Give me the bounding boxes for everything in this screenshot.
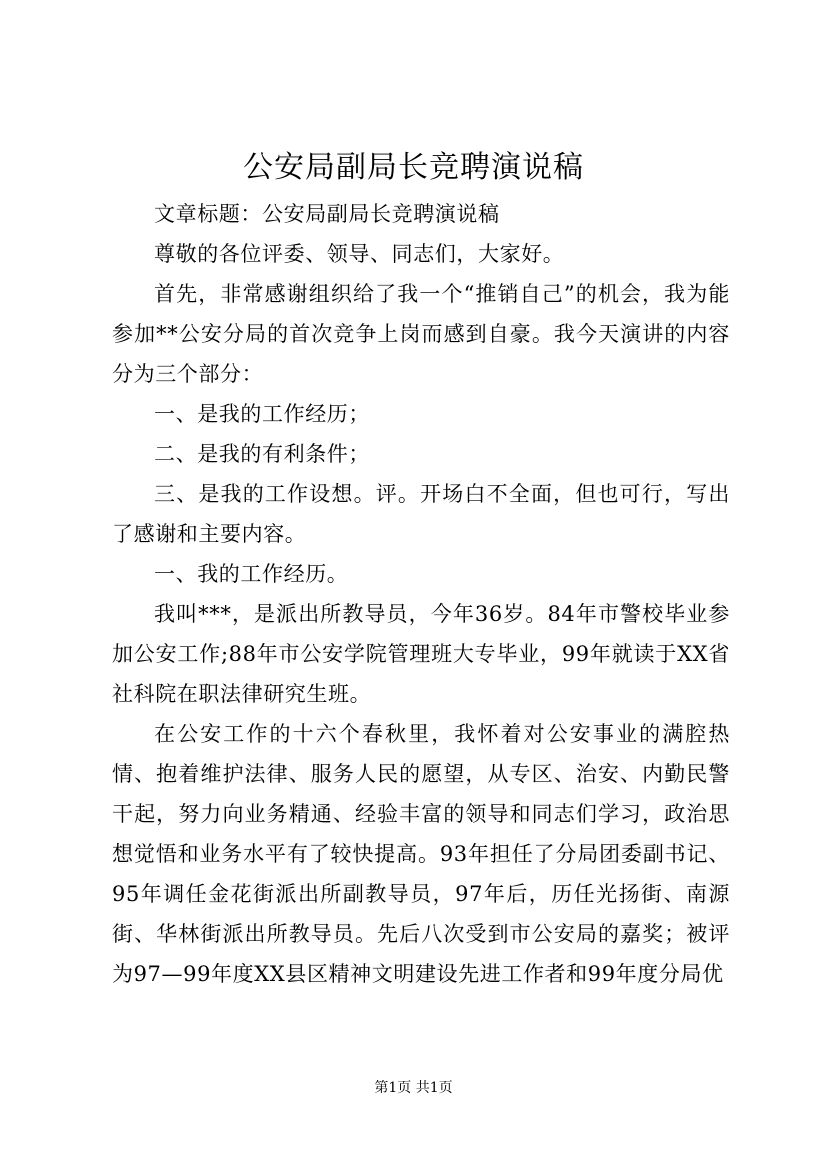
page-footer: 第1页 共1页 xyxy=(374,1080,453,1096)
section-heading-work-history: 一、我的工作经历。 xyxy=(154,562,349,586)
paragraph-opening: 首先，非常感谢组织给了我一个“推销自己”的机会，我为能参加**公安分局的首次竞争上岗而感到自豪。我今天演讲的内容分为三个部分： xyxy=(112,282,730,386)
document-title: 公安局副局长竞聘演说稿 xyxy=(243,150,584,185)
paragraph-greeting: 尊敬的各位评委、领导、同志们，大家好。 xyxy=(154,242,565,266)
paragraph-part-one: 一、是我的工作经历； xyxy=(154,402,370,426)
paragraph-introduction: 我叫***，是派出所教导员，今年36岁。84年市警校毕业参加公安工作;88年市公安学院管理班大专毕业，99年就读于XX省社科院在职法律研究生班。 xyxy=(112,602,730,706)
paragraph-part-three: 三、是我的工作设想。评。开场白不全面，但也可行，写出了感谢和主要内容。 xyxy=(112,482,730,546)
paragraph-career: 在公安工作的十六个春秋里，我怀着对公安事业的满腔热情、抱着维护法律、服务人民的愿望，从专区、治安、内勤民警干起，努力向业务精通、经验丰富的领导和同志们学习，政治思想觉悟和业务水平有了较快提高。93年担任了分局团委副书记、95年调任金花街派出所副教导员，97年后，历任光扬街、南源街、华林街派出所教导员。先后八次受到市公安局的嘉奖；被评为97—99年度XX县区精神文明建设先进工作者和99年度分局优 xyxy=(112,722,730,986)
paragraph-part-two: 二、是我的有利条件； xyxy=(154,442,370,466)
document-body xyxy=(112,194,730,994)
paragraph-article-title: 文章标题：公安局副局长竞聘演说稿 xyxy=(154,202,500,226)
